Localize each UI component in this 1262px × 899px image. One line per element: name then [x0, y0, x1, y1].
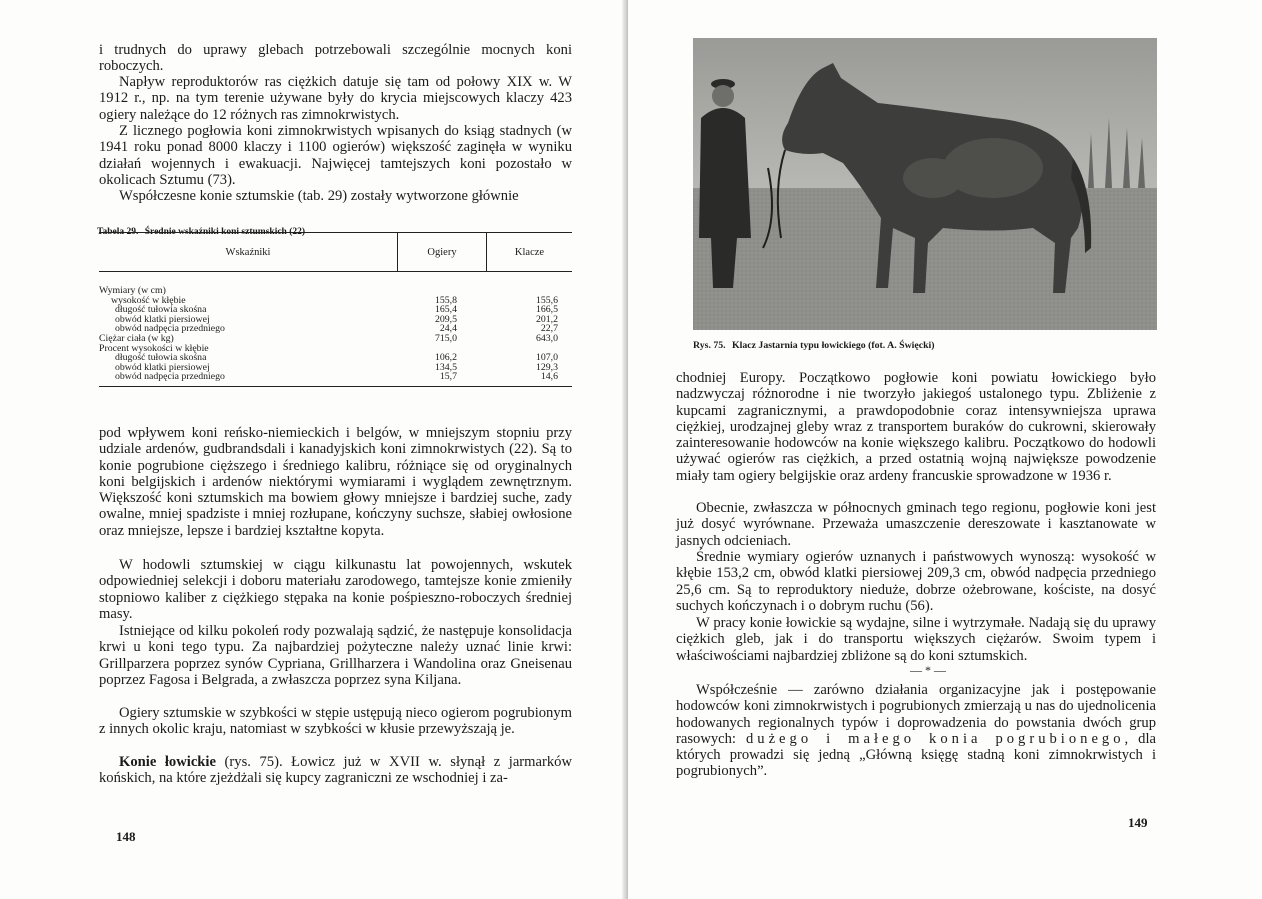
paragraph: W hodowli sztumskiej w ciągu kilkunastu lat powojennych, wskutek odpowiedniej selekcji i doboru materiału zarodowego, tamtejsze konie zmieniły stopniowo kaliber z ciężkiego stępaka na konie pośpieszno-roboczych średniej masy.: [99, 557, 572, 622]
spaced-emphasis: dużego i małego konia pogrubionego: [745, 730, 1125, 747]
row-label: Wymiary (w cm): [99, 285, 166, 296]
left-page: [0, 0, 628, 899]
row-label: Ciężar ciała (w kg): [99, 332, 174, 344]
cell-ogiery: 134,5: [434, 361, 457, 373]
paragraph: i trudnych do uprawy glebach potrzebowali szczególnie mocnych koni roboczych.: [99, 42, 572, 75]
cell-ogiery: 106,2: [434, 352, 457, 364]
cell-klacze: 155,6: [535, 294, 558, 306]
paragraph: pod wpływem koni reńsko-niemieckich i belgów, w mniejszym stopniu przy udziale ardenów, gudbrandsdali i kanadyjskich koni zimnokrwistych (22). Są to konie pogrubione cięższego i średniego kalibru, różniące się od oryginalnych koni belgijskich i ardenów niektórymi wymiarami i wyglądem zewnętrznym. Większość koni sztumskich ma bowiem głowy mniejsze i bardziej suche, zady owalne, mniej spadziste i mniej rozłupane, kończyny suchsze, słabiej owłosione oraz mniejsze, lepsze i bardziej kształtne kopyta.: [99, 425, 572, 539]
paragraph: Napływ reproduktorów ras ciężkich datuje się tam od połowy XIX w. W 1912 r., np. na tym terenie używane były do krycia miejscowych klaczy 423 ogiery należące do 12 różnych ras zimnokrwistych.: [99, 74, 572, 123]
figure-label: Rys. 75.: [693, 340, 726, 351]
page-number: 149: [1128, 815, 1148, 830]
column-header: Wskaźniki: [225, 246, 271, 258]
cell-klacze: 129,3: [535, 361, 558, 373]
cell-klacze: 14,6: [540, 371, 558, 383]
cell-ogiery: 209,5: [434, 313, 457, 325]
section-heading: Konie łowickie: [119, 754, 216, 770]
data-table: [99, 232, 572, 387]
paragraph: Średnie wymiary ogierów uznanych i państwowych wynoszą: wysokość w kłębie 153,2 cm, obwód klatki piersiowej 209,3 cm, obwód nadpęcia przedniego 25,6 cm. Są to reproduktory nieduże, dobrze ożebrowane, kościste, na dosyć suchych kończynach i o dobrym ruchu (56).: [676, 549, 1156, 614]
cell-klacze: 643,0: [535, 332, 558, 344]
row-label: wysokość w kłębie: [111, 294, 186, 306]
cell-klacze: 107,0: [535, 352, 558, 364]
row-label: obwód klatki piersiowej: [115, 313, 210, 325]
cell-klacze: 166,5: [535, 304, 558, 316]
row-label: długość tułowia skośna: [115, 352, 207, 364]
cell-ogiery: 715,0: [434, 332, 457, 344]
table-body: [99, 272, 572, 386]
row-label: Procent wysokości w kłębie: [99, 342, 209, 354]
paragraph: Ogiery sztumskie w szybkości w stępie ustępują nieco ogierom pogrubionym z innych okolic kraju, natomiast w szybkości w kłusie przewyższają je.: [99, 705, 572, 738]
paragraph: [676, 682, 1156, 780]
cell-klacze: 201,2: [535, 313, 558, 325]
column-header: Klacze: [514, 246, 545, 258]
paragraph-text: , dla których prowadzi się jedną „Główną księgę stadną koni zimnokrwistych i pogrubionych”.: [676, 730, 1156, 780]
column-header: Ogiery: [397, 233, 487, 271]
cell-ogiery: 24,4: [439, 323, 457, 335]
paragraph-text: Współcześnie — zarówno działania organizacyjne jak i postępowanie hodowców koni zimnokrwistych i pogrubionych zmierzają u nas do ujednolicenia hodowanych regionalnych typów i doprowadzenia do powstania dwóch grup rasowych:: [676, 682, 1156, 747]
page-number: 148: [116, 829, 136, 844]
cell-klacze: 22,7: [540, 323, 558, 335]
row-label: długość tułowia skośna: [115, 304, 207, 316]
paragraph: Współczesne konie sztumskie (tab. 29) zostały wytworzone głównie: [119, 188, 519, 204]
table-header: [99, 233, 572, 271]
paragraph: chodniej Europy. Początkowo pogłowie koni powiatu łowickiego było nadzwyczaj różnorodne i nie tworzyło jakiegoś ustalonego typu. Zbliżenie z kupcami zagranicznymi, a prawdopodobnie coraz intensywniejsza uprawa ciężkiej, urodzajnej gleby wraz z transportem buraków do cukrowni, skierowały zainteresowanie hodowców na konie większego kalibru. Początkowo do hodowli używać ogierów ras ciężkich, a przed ostatnią wojną największe powodzenie miały tam ogiery belgijskie oraz ardeny francuskie sprowadzone w 1936 r.: [676, 370, 1156, 484]
table-row: [99, 372, 572, 382]
horse-photo-image: [693, 38, 1157, 330]
cell-ogiery: 155,8: [434, 294, 457, 306]
paragraph: Obecnie, zwłaszcza w północnych gminach tego regionu, pogłowie koni jest już dosyć wyrównane. Przeważa umaszczenie dereszowate i kasztanowate w jasnych odcieniach.: [676, 500, 1156, 549]
paragraph-text: (rys. 75). Łowicz już w XVII w. słynął z jarmarków końskich, na które zjeżdżali się kupcy zagraniczni ze wschodniej i za-: [99, 754, 572, 787]
table-caption-label: Tabela 29.: [97, 227, 139, 237]
paragraph: Z licznego pogłowia koni zimnokrwistych wpisanych do ksiąg stadnych (w 1941 roku ponad 8000 klaczy i 1100 ogierów) większość zaginęła w wyniku działań wojennych i ewakuacji. Najwięcej tamtejszych koni pozostało w okolicach Sztumu (73).: [99, 123, 572, 188]
figure-caption: [693, 340, 935, 351]
paragraph: Istniejące od kilku pokoleń rody pozwalają sądzić, że następuje konsolidacja krwi u koni tego typu. Za najbardziej pożyteczne należy uznać linie krwi: Grillparzera poprzez synów Cypriana, Grillharzera i Wandolina oraz Gneisenau poprzez Fagosa i Belgrada, a zwłaszcza poprzez syna Kiljana.: [99, 623, 572, 688]
cell-ogiery: 15,7: [439, 371, 457, 383]
paragraph: W pracy konie łowickie są wydajne, silne i wytrzymałe. Nadają się du uprawy ciężkich gleb, jak i do transportu większych ciężarów. Swoim typem i właściwościami najbardziej zbliżone są do koni sztumskich.: [676, 615, 1156, 664]
table-caption-title: Średnie wskaźniki koni sztumskich (22): [144, 227, 306, 237]
paragraph: [99, 754, 572, 787]
row-label: obwód klatki piersiowej: [115, 361, 210, 373]
section-separator: — * —: [910, 663, 946, 677]
horse-photo: [693, 38, 1157, 330]
cell-ogiery: 165,4: [434, 304, 457, 316]
row-label: obwód nadpęcia przedniego: [115, 371, 225, 383]
figure-caption-text: Klacz Jastarnia typu łowickiego (fot. A. Święcki): [732, 340, 935, 351]
table-bottom-rule: [99, 386, 572, 387]
row-label: obwód nadpęcia przedniego: [115, 323, 225, 335]
